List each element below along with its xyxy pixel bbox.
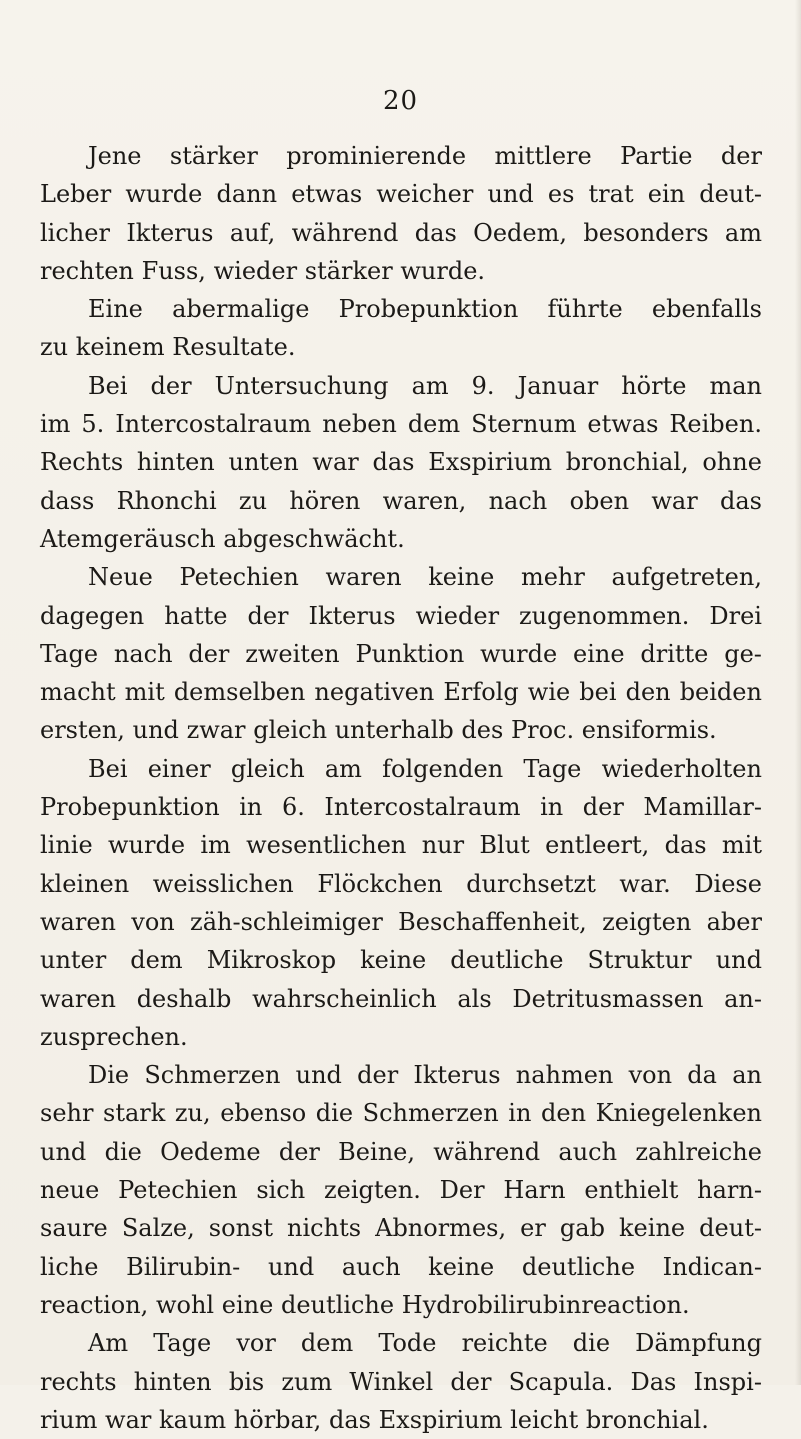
word: Dämpfung <box>635 1329 762 1358</box>
word: Leber <box>40 180 112 209</box>
word: den <box>541 1099 587 1128</box>
word: hörte <box>621 371 687 400</box>
word: bronchial. <box>585 1405 709 1434</box>
word: zu <box>238 486 268 515</box>
word: und <box>132 716 179 745</box>
word: etwas <box>291 180 363 209</box>
word: zum <box>281 1367 333 1396</box>
word: hinten <box>136 448 215 477</box>
word: in <box>540 793 564 822</box>
word: Intercostalraum <box>115 410 312 439</box>
word: Tode <box>378 1329 437 1358</box>
word: die <box>572 1329 611 1358</box>
scan-edge-shadow <box>795 0 801 1385</box>
word: Untersuchung <box>214 371 389 400</box>
word: Neue <box>88 563 153 592</box>
word: des <box>461 716 504 745</box>
word: Drei <box>709 601 762 630</box>
text-line <box>40 635 762 673</box>
word: am <box>411 371 449 400</box>
word: nach <box>488 486 548 515</box>
word: macht <box>40 678 116 707</box>
word: stärker <box>304 256 393 285</box>
word: rechts <box>40 1367 117 1396</box>
word: bei <box>579 678 617 707</box>
word: Jene <box>88 142 142 170</box>
word: im <box>200 831 231 860</box>
word: zu, <box>174 1099 211 1128</box>
word: keine <box>619 1214 686 1243</box>
word: waren <box>40 984 116 1013</box>
word: weicher <box>376 180 474 209</box>
word: gleich <box>253 716 328 745</box>
word: unterhalb <box>334 716 454 745</box>
word: durchsetzt <box>466 869 596 898</box>
text-line <box>40 826 762 864</box>
word: folgenden <box>382 754 504 783</box>
word: und <box>267 1252 315 1281</box>
word: der <box>188 639 230 668</box>
word: man <box>709 371 762 400</box>
word: neue <box>40 1176 100 1205</box>
word: wohl <box>155 1290 215 1319</box>
word: Die <box>88 1061 130 1090</box>
word: aufgetreten, <box>611 563 762 592</box>
word: Oedem, <box>473 218 568 247</box>
text-line <box>40 214 762 252</box>
word: einer <box>147 754 211 783</box>
word: Scapula. <box>508 1367 614 1396</box>
word: dass <box>40 486 95 515</box>
text-line <box>40 750 762 788</box>
word: Tage <box>40 639 99 668</box>
word: abermalige <box>172 295 310 324</box>
word: Intercostalraum <box>324 793 521 822</box>
word: Exspirium <box>378 1405 503 1434</box>
word: Blut <box>479 831 530 860</box>
word: unten <box>228 448 299 477</box>
word: liche <box>40 1252 99 1281</box>
word: zeigten. <box>324 1176 421 1205</box>
word: Am <box>88 1329 129 1358</box>
text-line <box>40 1248 762 1286</box>
word: der <box>247 601 289 630</box>
text-line <box>40 328 762 366</box>
word: das <box>328 1405 371 1434</box>
word: Beine, <box>338 1137 415 1166</box>
word: Inspi- <box>693 1367 762 1396</box>
word: deutliche <box>280 1290 395 1319</box>
word: war <box>651 486 698 515</box>
word: gab <box>559 1214 605 1243</box>
text-line <box>40 443 762 481</box>
word: zäh-schleimiger <box>190 907 383 936</box>
word: Exspirium <box>428 448 552 477</box>
word: beiden <box>679 678 762 707</box>
word: waren <box>40 907 116 936</box>
word: Schmerzen <box>144 1061 281 1090</box>
word: demselben <box>173 678 306 707</box>
word: Indican- <box>662 1252 762 1281</box>
word: Diese <box>694 869 762 898</box>
word: im <box>40 410 71 439</box>
word: sich <box>256 1176 306 1205</box>
word: Resultate. <box>172 333 296 362</box>
word: hörbar, <box>233 1405 322 1434</box>
word: keine <box>428 1252 495 1281</box>
word: da <box>687 1061 717 1090</box>
text-line <box>40 597 762 635</box>
word: an <box>732 1061 762 1090</box>
word: Flöckchen <box>317 869 443 898</box>
word: abgeschwächt. <box>223 524 405 553</box>
word: und <box>40 1137 87 1166</box>
word: der <box>720 142 762 170</box>
word: ensiformis. <box>581 716 717 745</box>
word: in <box>239 793 263 822</box>
word: Struktur <box>587 946 692 975</box>
word: mit <box>721 831 762 860</box>
word: licher <box>40 218 110 247</box>
word: Rechts <box>40 448 124 477</box>
word: Der <box>439 1176 485 1205</box>
word: das <box>372 448 415 477</box>
word: 5. <box>81 410 105 439</box>
word: mittlere <box>494 142 592 170</box>
word: war <box>105 1405 152 1434</box>
word: er <box>520 1214 546 1243</box>
word: dem <box>130 946 183 975</box>
word: Abnormes, <box>375 1214 507 1243</box>
word: trat <box>588 180 634 209</box>
word: das <box>719 486 762 515</box>
word: als <box>457 984 492 1013</box>
word: sehr <box>40 1099 94 1128</box>
word: der <box>450 1367 492 1396</box>
word: bis <box>228 1367 265 1396</box>
text-line <box>40 137 762 175</box>
word: in <box>508 1099 532 1128</box>
text-line <box>40 673 762 711</box>
word: Petechien <box>118 1176 238 1205</box>
word: Kniegelenken <box>595 1099 762 1128</box>
word: saure <box>40 1214 108 1243</box>
word: wieder <box>213 256 298 285</box>
word: der <box>357 1061 399 1090</box>
text-line <box>40 482 762 520</box>
word: ein <box>647 180 686 209</box>
word: Das <box>630 1367 677 1396</box>
word: Probepunktion <box>338 295 519 324</box>
word: wesentlichen <box>246 831 407 860</box>
word: zwar <box>186 716 246 745</box>
word: ebenso <box>220 1099 307 1128</box>
word: Tage <box>523 754 582 783</box>
word: und <box>295 1061 342 1090</box>
word: kaum <box>159 1405 227 1434</box>
word: aber <box>706 907 762 936</box>
word: zusprechen. <box>40 1022 188 1051</box>
word: das <box>414 218 457 247</box>
word: Schmerzen <box>362 1099 499 1128</box>
word: Bei <box>88 371 128 400</box>
word: stärker <box>169 142 258 170</box>
word: Fuss, <box>141 256 206 285</box>
word: Punktion <box>355 639 465 668</box>
word: Mamillar- <box>643 793 762 822</box>
text-line <box>40 1171 762 1209</box>
word: Oedeme <box>160 1137 261 1166</box>
body-text <box>40 137 762 1439</box>
text-line <box>40 1056 762 1094</box>
word: deutliche <box>521 1252 636 1281</box>
word: sonst <box>208 1214 273 1243</box>
word: hören <box>289 486 361 515</box>
text-line <box>40 1209 762 1247</box>
word: dann <box>216 180 278 209</box>
text-line <box>40 1363 762 1401</box>
word: der <box>582 793 624 822</box>
word: am <box>324 754 362 783</box>
text-line <box>40 405 762 443</box>
word: weisslichen <box>152 869 294 898</box>
word: ersten, <box>40 716 125 745</box>
word: führte <box>547 295 623 324</box>
word: deut- <box>699 1214 762 1243</box>
word: linie <box>40 831 93 860</box>
word: dagegen <box>40 601 145 630</box>
text-line <box>40 1286 762 1324</box>
word: deut- <box>699 180 762 209</box>
word: Januar <box>517 371 599 400</box>
text-line <box>40 1401 762 1439</box>
word: keine <box>360 946 427 975</box>
text-line <box>40 903 762 941</box>
word: Partie <box>620 142 693 170</box>
word: reichte <box>461 1329 548 1358</box>
word: Harn <box>503 1176 566 1205</box>
word: dritte <box>640 639 709 668</box>
word: oben <box>569 486 630 515</box>
word: zahlreiche <box>635 1137 762 1166</box>
word: rium <box>40 1405 98 1434</box>
word: unter <box>40 946 107 975</box>
word: stark <box>103 1099 166 1128</box>
word: keine <box>428 563 495 592</box>
word: zu <box>40 333 69 362</box>
word: mit <box>124 678 165 707</box>
word: zeigten <box>602 907 692 936</box>
word: die <box>315 1099 354 1128</box>
word: die <box>104 1137 142 1166</box>
word: besonders <box>583 218 709 247</box>
word: Ikterus <box>413 1061 501 1090</box>
text-line <box>40 367 762 405</box>
word: nach <box>113 639 173 668</box>
word: rechten <box>40 256 134 285</box>
word: hatte <box>164 601 228 630</box>
word: mehr <box>520 563 585 592</box>
word: Detritusmassen <box>512 984 704 1013</box>
word: deutliche <box>450 946 564 975</box>
text-line <box>40 788 762 826</box>
word: wie <box>527 678 571 707</box>
word: das <box>664 831 707 860</box>
word: zweiten <box>245 639 340 668</box>
word: wurde <box>108 831 186 860</box>
word: ge- <box>724 639 762 668</box>
word: reaction, <box>40 1290 149 1319</box>
word: wurde. <box>400 256 486 285</box>
word: wurde <box>125 180 203 209</box>
word: wieder <box>415 601 500 630</box>
word: Probepunktion <box>40 793 220 822</box>
word: Winkel <box>349 1367 434 1396</box>
word: Beschaffenheit, <box>398 907 587 936</box>
word: dem <box>407 410 461 439</box>
word: vor <box>236 1329 276 1358</box>
word: Ikterus <box>126 218 214 247</box>
word: wiederholten <box>601 754 762 783</box>
word: Mikroskop <box>206 946 337 975</box>
word: Erfolg <box>443 678 519 707</box>
word: und <box>487 180 534 209</box>
word: war. <box>619 869 671 898</box>
word: Atemgeräusch <box>40 524 216 553</box>
word: Reiben. <box>669 410 762 439</box>
word: Rhonchi <box>116 486 217 515</box>
word: Bei <box>88 754 128 783</box>
text-line <box>40 941 762 979</box>
word: nur <box>421 831 465 860</box>
word: auch <box>558 1137 618 1166</box>
word: zugenommen. <box>519 601 690 630</box>
page-number: 20 <box>382 86 419 116</box>
word: Salze, <box>121 1214 195 1243</box>
text-line <box>40 252 762 290</box>
text-line <box>40 290 762 328</box>
word: waren <box>325 563 402 592</box>
word: Bilirubin- <box>126 1252 241 1281</box>
word: nichts <box>287 1214 362 1243</box>
word: nahmen <box>515 1061 614 1090</box>
word: Tage <box>153 1329 212 1358</box>
word: der <box>278 1137 320 1166</box>
word: Sternum <box>471 410 577 439</box>
text-line <box>40 1094 762 1132</box>
word: eine <box>572 639 625 668</box>
word: während <box>291 218 399 247</box>
word: von <box>131 907 175 936</box>
word: enthielt <box>584 1176 679 1205</box>
word: und <box>715 946 762 975</box>
text-line <box>40 865 762 903</box>
word: Ikterus <box>308 601 396 630</box>
word: etwas <box>587 410 659 439</box>
word: eine <box>221 1290 274 1319</box>
text-line <box>40 1018 762 1056</box>
word: Petechien <box>179 563 299 592</box>
word: gleich <box>230 754 305 783</box>
word: am <box>724 218 762 247</box>
text-line <box>40 1324 762 1362</box>
text-line <box>40 520 762 558</box>
word: prominierende <box>286 142 467 170</box>
word: waren, <box>382 486 467 515</box>
word: hinten <box>133 1367 212 1396</box>
word: ohne <box>702 448 762 477</box>
word: kleinen <box>40 869 130 898</box>
text-line <box>40 980 762 1018</box>
word: ebenfalls <box>651 295 762 324</box>
word: bronchial, <box>565 448 689 477</box>
word: entleert, <box>545 831 650 860</box>
text-line <box>40 1133 762 1171</box>
word: wahrscheinlich <box>252 984 437 1013</box>
word: keinem <box>75 333 165 362</box>
word: deshalb <box>136 984 232 1013</box>
word: leicht <box>510 1405 579 1434</box>
text-line <box>40 175 762 213</box>
word: 9. <box>471 371 495 400</box>
word: auf, <box>229 218 276 247</box>
word: der <box>150 371 192 400</box>
word: war <box>312 448 359 477</box>
word: Proc. <box>510 716 575 745</box>
word: 6. <box>281 793 305 822</box>
word: wurde <box>480 639 558 668</box>
word: neben <box>322 410 397 439</box>
word: Eine <box>88 295 143 324</box>
word: dem <box>300 1329 354 1358</box>
word: negativen <box>314 678 435 707</box>
word: Hydrobilirubinreaction. <box>401 1290 690 1319</box>
word: von <box>628 1061 673 1090</box>
word: während <box>433 1137 541 1166</box>
word: harn- <box>697 1176 762 1205</box>
text-line <box>40 558 762 596</box>
word: es <box>547 180 575 209</box>
word: den <box>625 678 671 707</box>
word: auch <box>341 1252 401 1281</box>
word: an- <box>724 984 762 1013</box>
text-line <box>40 711 762 749</box>
